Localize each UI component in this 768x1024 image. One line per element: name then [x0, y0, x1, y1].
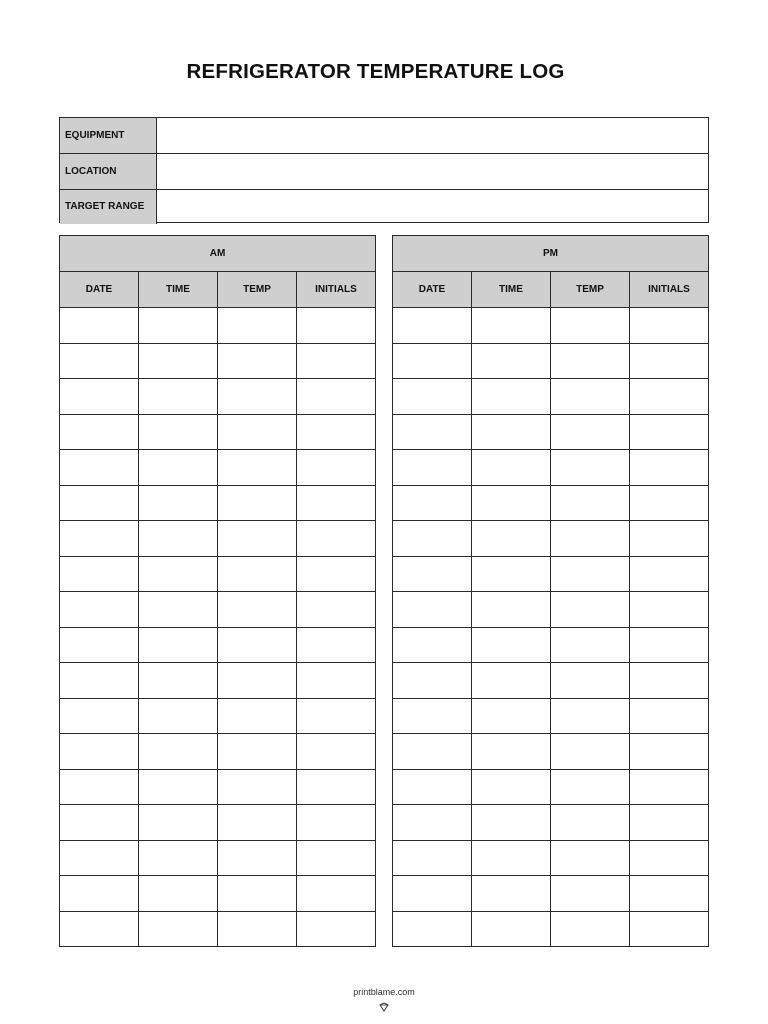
- pm-log-row: [393, 663, 709, 699]
- pm-log-row: [393, 450, 709, 486]
- pm-temp-cell[interactable]: [551, 308, 630, 344]
- am-time-cell[interactable]: [139, 734, 218, 770]
- am-date-cell[interactable]: [60, 414, 139, 450]
- pm-date-cell[interactable]: [393, 627, 472, 663]
- pm-temp-header: TEMP: [551, 272, 630, 308]
- am-date-cell[interactable]: [60, 592, 139, 628]
- am-initials-cell[interactable]: [297, 450, 376, 486]
- am-initials-cell[interactable]: [297, 698, 376, 734]
- pm-temp-cell[interactable]: [551, 698, 630, 734]
- am-temp-cell[interactable]: [218, 450, 297, 486]
- equipment-label: EQUIPMENT: [60, 118, 157, 153]
- pm-temp-cell[interactable]: [551, 627, 630, 663]
- pm-time-cell[interactable]: [472, 769, 551, 805]
- am-time-header: TIME: [139, 272, 218, 308]
- am-heading: AM: [60, 236, 376, 272]
- pm-log-row: [393, 698, 709, 734]
- pm-initials-cell[interactable]: [630, 663, 709, 699]
- pm-date-cell[interactable]: [393, 450, 472, 486]
- pm-temp-cell[interactable]: [551, 485, 630, 521]
- am-date-header: DATE: [60, 272, 139, 308]
- am-log-row: [60, 911, 376, 947]
- am-time-cell[interactable]: [139, 343, 218, 379]
- am-time-cell[interactable]: [139, 911, 218, 947]
- am-date-cell[interactable]: [60, 734, 139, 770]
- pm-log-row: [393, 876, 709, 912]
- pm-date-cell[interactable]: [393, 414, 472, 450]
- am-temp-cell[interactable]: [218, 840, 297, 876]
- pm-initials-cell[interactable]: [630, 414, 709, 450]
- am-temp-cell[interactable]: [218, 556, 297, 592]
- am-time-cell[interactable]: [139, 450, 218, 486]
- pm-time-cell[interactable]: [472, 485, 551, 521]
- am-log-row: [60, 379, 376, 415]
- pm-initials-cell[interactable]: [630, 769, 709, 805]
- pm-date-cell[interactable]: [393, 876, 472, 912]
- pm-time-cell[interactable]: [472, 876, 551, 912]
- page-title: REFRIGERATOR TEMPERATURE LOG: [186, 60, 565, 83]
- am-initials-header: INITIALS: [297, 272, 376, 308]
- am-time-cell[interactable]: [139, 414, 218, 450]
- am-log-row: [60, 450, 376, 486]
- am-initials-cell[interactable]: [297, 592, 376, 628]
- pm-date-cell[interactable]: [393, 521, 472, 557]
- pm-temp-cell[interactable]: [551, 450, 630, 486]
- target-range-label: TARGET RANGE: [60, 190, 157, 224]
- am-date-cell[interactable]: [60, 840, 139, 876]
- pm-initials-cell[interactable]: [630, 556, 709, 592]
- am-log-row: [60, 769, 376, 805]
- am-log-row: [60, 521, 376, 557]
- pm-time-cell[interactable]: [472, 450, 551, 486]
- am-log-row: [60, 556, 376, 592]
- equipment-info-table: [59, 117, 709, 223]
- am-temp-cell[interactable]: [218, 379, 297, 415]
- pm-log-row: [393, 414, 709, 450]
- am-temp-cell[interactable]: [218, 485, 297, 521]
- pm-log-row: [393, 911, 709, 947]
- pm-log-row: [393, 592, 709, 628]
- am-initials-cell[interactable]: [297, 627, 376, 663]
- pm-date-cell[interactable]: [393, 911, 472, 947]
- am-log-table: [59, 235, 376, 947]
- am-date-cell[interactable]: [60, 556, 139, 592]
- am-time-cell[interactable]: [139, 592, 218, 628]
- am-log-row: [60, 414, 376, 450]
- pm-temp-cell[interactable]: [551, 769, 630, 805]
- am-time-cell[interactable]: [139, 805, 218, 841]
- pm-log-row: [393, 556, 709, 592]
- am-temp-cell[interactable]: [218, 414, 297, 450]
- pm-log-row: [393, 840, 709, 876]
- am-initials-cell[interactable]: [297, 805, 376, 841]
- pm-date-cell[interactable]: [393, 734, 472, 770]
- brand-logo-icon: [379, 1002, 389, 1012]
- pm-log-row: [393, 308, 709, 344]
- pm-initials-cell[interactable]: [630, 485, 709, 521]
- am-time-cell[interactable]: [139, 379, 218, 415]
- pm-heading: PM: [393, 236, 709, 272]
- pm-initials-cell[interactable]: [630, 876, 709, 912]
- am-log-row: [60, 876, 376, 912]
- pm-time-cell[interactable]: [472, 556, 551, 592]
- pm-time-cell[interactable]: [472, 592, 551, 628]
- pm-time-cell[interactable]: [472, 379, 551, 415]
- equipment-field[interactable]: [157, 118, 708, 153]
- am-date-cell[interactable]: [60, 663, 139, 699]
- pm-temp-cell[interactable]: [551, 592, 630, 628]
- info-row-equipment: [60, 118, 708, 153]
- am-initials-cell[interactable]: [297, 414, 376, 450]
- am-log-row: [60, 343, 376, 379]
- am-log-row: [60, 698, 376, 734]
- am-time-cell[interactable]: [139, 698, 218, 734]
- pm-log-body: [393, 308, 709, 947]
- am-temp-cell[interactable]: [218, 734, 297, 770]
- pm-temp-cell[interactable]: [551, 414, 630, 450]
- am-temp-cell[interactable]: [218, 343, 297, 379]
- pm-initials-header: INITIALS: [630, 272, 709, 308]
- pm-time-cell[interactable]: [472, 521, 551, 557]
- info-row-target-range: [60, 189, 708, 224]
- pm-initials-cell[interactable]: [630, 521, 709, 557]
- am-date-cell[interactable]: [60, 343, 139, 379]
- pm-initials-cell[interactable]: [630, 805, 709, 841]
- pm-temp-cell[interactable]: [551, 876, 630, 912]
- am-time-cell[interactable]: [139, 627, 218, 663]
- pm-log-table: [392, 235, 709, 947]
- am-initials-cell[interactable]: [297, 734, 376, 770]
- pm-log-row: [393, 769, 709, 805]
- am-log-row: [60, 663, 376, 699]
- am-initials-cell[interactable]: [297, 840, 376, 876]
- am-log-row: [60, 805, 376, 841]
- am-initials-cell[interactable]: [297, 663, 376, 699]
- pm-time-cell[interactable]: [472, 414, 551, 450]
- location-field[interactable]: [157, 154, 708, 188]
- pm-date-cell[interactable]: [393, 769, 472, 805]
- pm-initials-cell[interactable]: [630, 698, 709, 734]
- pm-initials-cell[interactable]: [630, 592, 709, 628]
- am-date-cell[interactable]: [60, 308, 139, 344]
- pm-log-row: [393, 379, 709, 415]
- am-time-cell[interactable]: [139, 485, 218, 521]
- am-time-cell[interactable]: [139, 521, 218, 557]
- pm-temp-cell[interactable]: [551, 734, 630, 770]
- pm-date-cell[interactable]: [393, 663, 472, 699]
- am-log-row: [60, 308, 376, 344]
- am-initials-cell[interactable]: [297, 343, 376, 379]
- am-temp-cell[interactable]: [218, 805, 297, 841]
- am-temp-cell[interactable]: [218, 308, 297, 344]
- pm-temp-cell[interactable]: [551, 556, 630, 592]
- pm-temp-cell[interactable]: [551, 663, 630, 699]
- pm-log-row: [393, 485, 709, 521]
- pm-temp-cell[interactable]: [551, 521, 630, 557]
- am-time-cell[interactable]: [139, 876, 218, 912]
- am-log-row: [60, 734, 376, 770]
- pm-initials-cell[interactable]: [630, 734, 709, 770]
- pm-time-cell[interactable]: [472, 627, 551, 663]
- am-temp-cell[interactable]: [218, 627, 297, 663]
- footer-site-text: printblame.com: [353, 987, 415, 997]
- info-row-location: [60, 153, 708, 188]
- pm-initials-cell[interactable]: [630, 308, 709, 344]
- pm-time-cell[interactable]: [472, 663, 551, 699]
- pm-initials-cell[interactable]: [630, 911, 709, 947]
- am-date-cell[interactable]: [60, 627, 139, 663]
- am-date-cell[interactable]: [60, 450, 139, 486]
- am-initials-cell[interactable]: [297, 876, 376, 912]
- am-log-row: [60, 627, 376, 663]
- pm-temp-cell[interactable]: [551, 840, 630, 876]
- am-log-row: [60, 592, 376, 628]
- target-range-field[interactable]: [157, 190, 708, 224]
- pm-initials-cell[interactable]: [630, 627, 709, 663]
- pm-date-cell[interactable]: [393, 485, 472, 521]
- am-log-row: [60, 485, 376, 521]
- pm-date-cell[interactable]: [393, 840, 472, 876]
- pm-log-row: [393, 521, 709, 557]
- am-initials-cell[interactable]: [297, 485, 376, 521]
- am-date-cell[interactable]: [60, 698, 139, 734]
- pm-initials-cell[interactable]: [630, 343, 709, 379]
- am-initials-cell[interactable]: [297, 911, 376, 947]
- am-initials-cell[interactable]: [297, 308, 376, 344]
- am-initials-cell[interactable]: [297, 769, 376, 805]
- am-log-body: [60, 308, 376, 947]
- am-initials-cell[interactable]: [297, 379, 376, 415]
- pm-log-row: [393, 343, 709, 379]
- pm-time-cell[interactable]: [472, 805, 551, 841]
- pm-time-cell[interactable]: [472, 911, 551, 947]
- pm-temp-cell[interactable]: [551, 343, 630, 379]
- am-initials-cell[interactable]: [297, 521, 376, 557]
- am-time-cell[interactable]: [139, 556, 218, 592]
- am-date-cell[interactable]: [60, 876, 139, 912]
- am-date-cell[interactable]: [60, 911, 139, 947]
- pm-date-cell[interactable]: [393, 308, 472, 344]
- am-time-cell[interactable]: [139, 308, 218, 344]
- pm-time-cell[interactable]: [472, 343, 551, 379]
- am-time-cell[interactable]: [139, 769, 218, 805]
- pm-time-cell[interactable]: [472, 734, 551, 770]
- pm-time-header: TIME: [472, 272, 551, 308]
- am-time-cell[interactable]: [139, 663, 218, 699]
- am-temp-cell[interactable]: [218, 769, 297, 805]
- pm-temp-cell[interactable]: [551, 805, 630, 841]
- am-log-row: [60, 840, 376, 876]
- am-date-cell[interactable]: [60, 805, 139, 841]
- pm-initials-cell[interactable]: [630, 379, 709, 415]
- pm-date-cell[interactable]: [393, 343, 472, 379]
- pm-initials-cell[interactable]: [630, 450, 709, 486]
- am-date-cell[interactable]: [60, 379, 139, 415]
- pm-temp-cell[interactable]: [551, 379, 630, 415]
- pm-date-cell[interactable]: [393, 698, 472, 734]
- am-date-cell[interactable]: [60, 521, 139, 557]
- pm-temp-cell[interactable]: [551, 911, 630, 947]
- pm-date-cell[interactable]: [393, 556, 472, 592]
- pm-log-row: [393, 734, 709, 770]
- pm-log-row: [393, 805, 709, 841]
- am-temp-cell[interactable]: [218, 521, 297, 557]
- pm-time-cell[interactable]: [472, 698, 551, 734]
- pm-date-cell[interactable]: [393, 592, 472, 628]
- pm-date-cell[interactable]: [393, 379, 472, 415]
- am-temp-header: TEMP: [218, 272, 297, 308]
- am-temp-cell[interactable]: [218, 911, 297, 947]
- pm-date-header: DATE: [393, 272, 472, 308]
- am-date-cell[interactable]: [60, 769, 139, 805]
- pm-initials-cell[interactable]: [630, 840, 709, 876]
- location-label: LOCATION: [60, 154, 157, 188]
- am-date-cell[interactable]: [60, 485, 139, 521]
- am-temp-cell[interactable]: [218, 876, 297, 912]
- pm-date-cell[interactable]: [393, 805, 472, 841]
- am-temp-cell[interactable]: [218, 592, 297, 628]
- pm-log-row: [393, 627, 709, 663]
- am-time-cell[interactable]: [139, 840, 218, 876]
- am-initials-cell[interactable]: [297, 556, 376, 592]
- pm-time-cell[interactable]: [472, 840, 551, 876]
- am-temp-cell[interactable]: [218, 663, 297, 699]
- pm-time-cell[interactable]: [472, 308, 551, 344]
- am-temp-cell[interactable]: [218, 698, 297, 734]
